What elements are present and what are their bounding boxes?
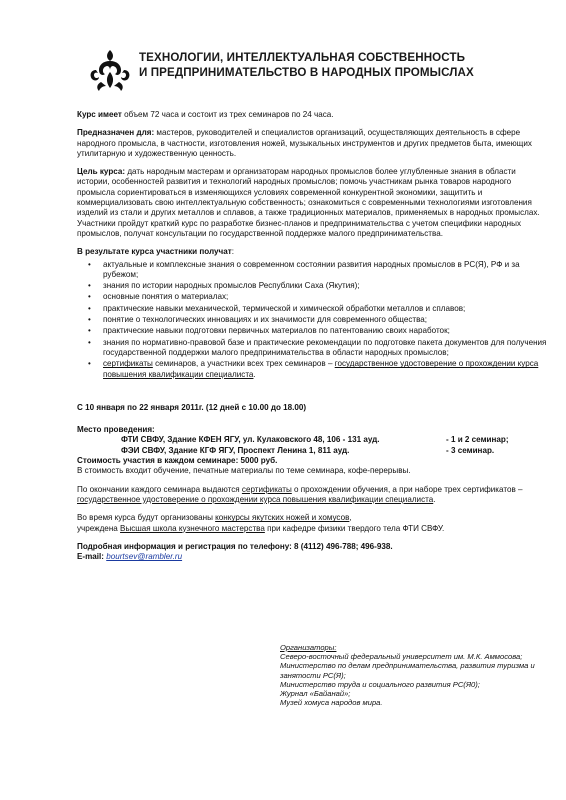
goal-label: Цель курса: [77, 167, 126, 177]
venue-row-1 [77, 435, 547, 445]
certificates-link: сертификаты [241, 484, 292, 494]
venue-label: Место проведения: [77, 425, 155, 435]
contests-text-c: учреждена [77, 523, 121, 533]
certificates-paragraph [77, 485, 547, 506]
blacksmith-school-link: Высшая школа кузнечного мастерства [120, 523, 265, 533]
list-item [77, 359, 547, 380]
page-title [139, 50, 554, 80]
list-item: • практические навыки механической, термической и химической обработки металлов и сплавов; [77, 304, 547, 314]
organizers-heading: Организаторы: [280, 643, 337, 652]
course-intro-label: Курс имеет [77, 110, 122, 119]
phone-line: Подробная информация и регистрация по телефону: 8 (4112) 496-788; 496-938. [77, 541, 393, 551]
organizers-block [280, 643, 550, 707]
course-audience [77, 128, 547, 159]
list-item: • практические навыки подготовки первичных материалов по патентованию своих наработок; [77, 326, 547, 336]
results-section [77, 247, 547, 380]
cost-note: В стоимость входит обучение, печатные материалы по теме семинара, кофе-перерывы. [77, 466, 411, 476]
list-item-text: семинаров, а участники всех трех семинаров – [152, 359, 335, 369]
course-dates [77, 403, 547, 413]
email-line [77, 552, 547, 562]
certificates-text-b: о прохождении обучения, а при наборе трех сертификатов – [291, 484, 523, 494]
contact-block [77, 542, 547, 563]
course-intro [77, 110, 547, 120]
state-certificate-link: государственное удостоверение о прохождении курса повышения квалификации специалиста [77, 494, 434, 504]
results-heading-text: В результате курса участники получат [77, 247, 232, 257]
certificates-text-c: . [433, 494, 436, 504]
state-certificate-link: государственное удостоверение о прохождении курса повышения квалификации специалиста [103, 359, 539, 379]
venue-1-seminar: - 1 и 2 семинар; [446, 435, 509, 445]
course-intro-text: объем 72 часа и состоит из трех семинаров по 24 часа. [121, 110, 334, 119]
organizer-item: Музей хомуса народов мира. [280, 698, 383, 708]
title-line-1: ТЕХНОЛОГИИ, ИНТЕЛЛЕКТУАЛЬНАЯ СОБСТВЕННОСТЬ [139, 51, 466, 64]
email-link[interactable]: bourtsev@rambler.ru [106, 552, 183, 562]
venue-2-place: ФЭИ СВФУ, Здание КГФ ЯГУ, Проспект Ленина 1, 811 ауд. [121, 445, 350, 455]
venue-section [77, 425, 547, 476]
venue-1-place: ФТИ СВФУ, Здание КФЕН ЯГУ, ул. Кулаковского 48, 106 - 131 ауд. [121, 435, 380, 445]
venue-2-seminar: - 3 семинар. [446, 445, 495, 455]
list-item: • знания по нормативно-правовой базе и практические рекомендации по подготовке пакета документов для получения государственной поддержки малого предпринимательства в области народных промыслов; [77, 338, 547, 359]
contests-text-b: , [349, 513, 352, 523]
results-heading-colon: : [231, 247, 234, 257]
list-item: • понятие о технологических инновациях и их значимости для современного общества; [77, 315, 547, 325]
organizer-item: Министерство по делам предпринимательства, развития туризма и занятости РС(Я); [280, 661, 535, 680]
contests-paragraph [77, 513, 547, 534]
cost-text: Стоимость участия в каждом семинаре: 5000 руб. [77, 456, 278, 466]
list-item: • основные понятия о материалах; [77, 292, 547, 302]
contests-text-d: при кафедре физики твердого тела ФТИ СВФУ. [264, 523, 445, 533]
ornament-logo-icon [87, 48, 133, 94]
contests-text-a: Во время курса будут организованы [77, 513, 216, 523]
organizer-item: Северо-восточный федеральный университет им. М.К. Аммосова; [280, 652, 523, 662]
results-heading [77, 247, 232, 256]
audience-label: Предназначен для: [77, 128, 155, 138]
title-line-2: И ПРЕДПРИНИМАТЕЛЬСТВО В НАРОДНЫХ ПРОМЫСЛАХ [139, 66, 474, 79]
main-content [77, 110, 547, 562]
organizer-item: Журнал «Байанай»; [280, 689, 351, 699]
email-label: E-mail: [77, 552, 107, 562]
certificates-link: сертификаты [103, 359, 153, 369]
list-item: • знания по истории народных промыслов Республики Саха (Якутия); [77, 281, 547, 291]
audience-text: мастеров, руководителей и специалистов организаций, осуществляющих деятельность в сфере народного промысла, в частности, изготовления ножей, музыкальных инструментов и других предметов быта, имеющих утилитарную и художественную ценность. [77, 128, 532, 158]
list-item-end: . [253, 369, 256, 379]
goal-text: дать народным мастерам и организаторам народных промыслов более углубленные знания в области истории, особенностей развития и технологий народных промыслов; помочь участникам рынка товаров народного промысла сориентироваться в изменяющихся условиях современной конкурентной экономики, защитить и коммерциализовать свою интеллектуальную собственность; ознакомиться с современными технологиями изготовления изделий из стали и других металлов и сплавов, а также традиционных материалов, применяемых в народных промыслах. Участники пройдут краткий курс по разработке бизнес-планов и предпринимательства с учетом специфики народных промыслов, получат консультации по государственной поддержке малого предпринимательства. [77, 167, 540, 238]
contests-link: конкурсы якутских ножей и хомусов [215, 513, 350, 523]
list-item: • актуальные и комплексные знания о современном состоянии развития народных промыслов в РС(Я), РФ и за рубежом; [77, 260, 547, 281]
results-list [77, 260, 547, 380]
course-dates-text: С 10 января по 22 января 2011г. (12 дней с 10.00 до 18.00) [77, 402, 307, 412]
certificates-text-a: По окончании каждого семинара выдаются [77, 484, 242, 494]
venue-row-2 [77, 446, 547, 456]
course-goal [77, 167, 547, 239]
cost [77, 456, 547, 466]
organizer-item: Министерство труда и социального развития РС(Я0); [280, 679, 480, 689]
